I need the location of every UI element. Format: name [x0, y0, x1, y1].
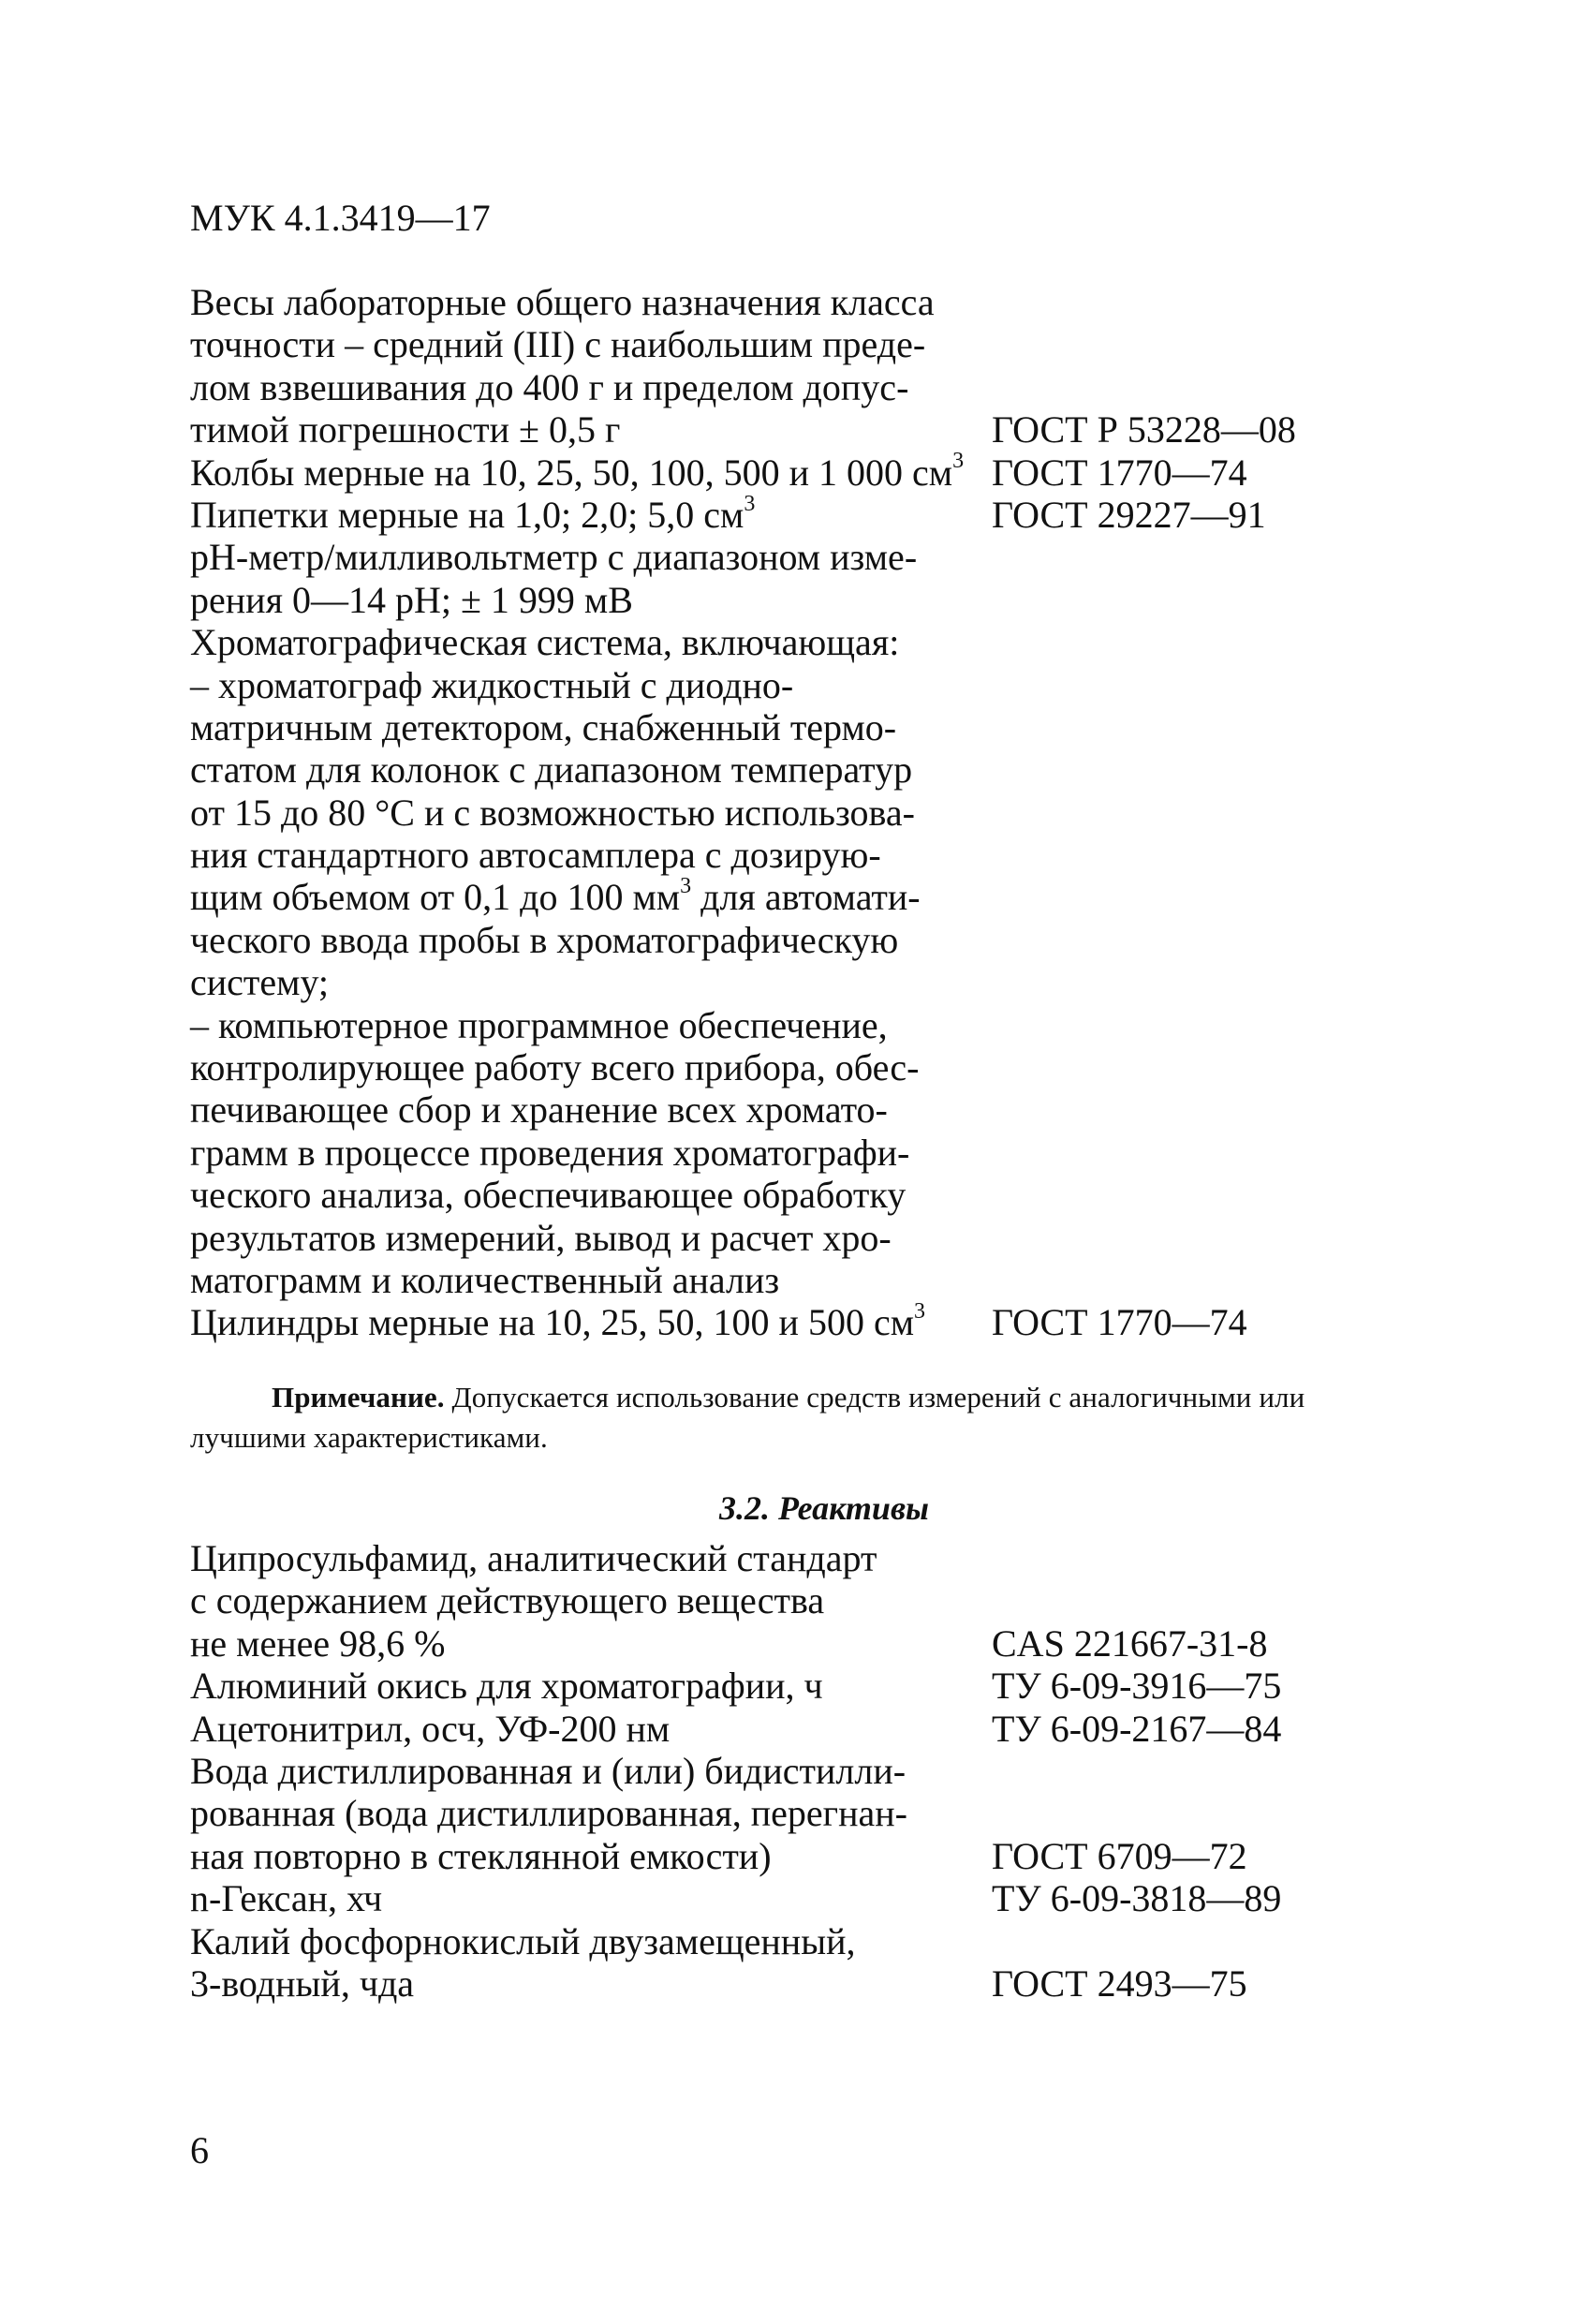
equipment-row-text [190, 408, 620, 451]
reagent-row-text [190, 1579, 824, 1621]
equipment-row-text [190, 1301, 925, 1343]
reagent-row-label: рованная (вода дистиллированная, перегнан- [190, 1792, 907, 1835]
equipment-row-text [190, 919, 898, 961]
equipment-row [190, 621, 1464, 663]
reagent-row [190, 1920, 1464, 1962]
equipment-row [190, 1004, 1464, 1046]
equipment-row-text [190, 579, 633, 621]
reagent-row-text [190, 1750, 906, 1792]
equipment-row-text [190, 281, 935, 323]
equipment-row-text [190, 1259, 779, 1301]
reagent-row-text [190, 1920, 856, 1962]
equipment-row-label: Цилиндры мерные на 10, 25, 50, 100 и 500 см [190, 1301, 915, 1344]
reagent-row-standard-ref: CAS 221667-31-8 [992, 1621, 1268, 1665]
equipment-row-label: рН-метр/милливольтметр с диапазоном изме- [190, 536, 918, 579]
reagent-row-label: Алюминий окись для хроматографии, ч [190, 1665, 823, 1708]
section-title-reagents: 3.2. Реактивы [718, 1489, 930, 1527]
equipment-row-text [190, 1004, 888, 1046]
equipment-row-label: Хроматографическая система, включающая: [190, 621, 900, 664]
equipment-row [190, 281, 1464, 323]
reagent-row [190, 1622, 1464, 1665]
equipment-row [190, 1046, 1464, 1088]
equipment-row-label: Пипетки мерные на 1,0; 2,0; 5,0 см [190, 493, 744, 536]
page-number: 6 [190, 2129, 209, 2171]
equipment-row [190, 1132, 1464, 1174]
reagent-row-text [190, 1962, 414, 2005]
reagent-row [190, 1792, 1464, 1834]
reagent-row-label: не менее 98,6 % [190, 1621, 446, 1665]
equipment-row [190, 1217, 1464, 1259]
equipment-row [190, 876, 1464, 918]
equipment-row-text [190, 491, 756, 536]
reagent-row-standard-ref: ТУ 6-09-3916—75 [992, 1665, 1282, 1708]
equipment-row-label: – хроматограф жидкостный с диодно- [190, 663, 794, 706]
equipment-row [190, 1259, 1464, 1301]
equipment-row [190, 536, 1464, 578]
equipment-row [190, 579, 1464, 621]
reagent-row-label: Ципросульфамид, аналитический стандарт [190, 1537, 877, 1579]
equipment-list [190, 281, 1464, 1344]
reagent-row [190, 1579, 1464, 1621]
reagent-row-text [190, 1622, 445, 1665]
document-code-header: МУК 4.1.3419—17 [190, 197, 491, 239]
reagent-row-label: Ацетонитрил, осч, УФ-200 нм [190, 1707, 671, 1750]
reagent-row [190, 1665, 1464, 1707]
reagent-row-label: n-Гексан, хч [190, 1877, 383, 1920]
equipment-row-text [190, 834, 881, 876]
equipment-row-standard-ref: ГОСТ 1770—74 [992, 451, 1247, 494]
equipment-row-text [190, 748, 912, 791]
equipment-row [190, 792, 1464, 834]
reagent-row-standard-ref: ГОСТ 6709—72 [992, 1834, 1247, 1877]
equipment-row-text [190, 451, 964, 494]
equipment-row-text [190, 366, 908, 408]
superscript: 3 [744, 491, 756, 516]
equipment-row-label: точности – средний (III) с наибольшим преде- [190, 323, 926, 366]
equipment-row-label: матограмм и количественный анализ [190, 1258, 780, 1301]
reagent-row [190, 1750, 1464, 1792]
reagents-list [190, 1537, 1464, 2005]
equipment-row-standard-ref: ГОСТ 29227—91 [992, 493, 1266, 536]
equipment-row-text [190, 1217, 892, 1259]
reagent-row-label: Калий фосфорнокислый двузамещенный, [190, 1919, 856, 1962]
equipment-row-label: ческого ввода пробы в хроматографическую [190, 918, 899, 961]
reagent-row [190, 1962, 1464, 2005]
equipment-row-label: Весы лабораторные общего назначения класса [190, 281, 935, 323]
equipment-row-label: ческого анализа, обеспечивающее обработку [190, 1174, 907, 1217]
equipment-row-label: – компьютерное программное обеспечение, [190, 1003, 888, 1046]
reagent-row-text [190, 1877, 382, 1919]
equipment-row-label: контролирующее работу всего прибора, обес- [190, 1046, 920, 1089]
equipment-row-label: рения 0—14 рН; ± 1 999 мВ [190, 578, 633, 621]
note-text: Допускается использование средств измерений с аналогичными или лучшими характеристиками. [190, 1381, 1305, 1454]
reagent-row-text [190, 1708, 670, 1750]
equipment-row-text [190, 323, 925, 365]
equipment-row [190, 664, 1464, 706]
equipment-row-label: щим объемом от 0,1 до 100 мм [190, 876, 681, 919]
reagent-row-label: ная повторно в стеклянной емкости) [190, 1834, 772, 1877]
equipment-row [190, 961, 1464, 1003]
equipment-row-label: печивающее сбор и хранение всех хромато- [190, 1088, 888, 1132]
equipment-row-label: лом взвешивания до 400 г и пределом допус- [190, 365, 909, 408]
reagent-row-text [190, 1835, 772, 1877]
reagent-row-label: 3-водный, чда [190, 1961, 415, 2005]
equipment-row-text [190, 1088, 888, 1131]
superscript: 3 [914, 1299, 926, 1325]
equipment-row-label: тимой погрешности ± 0,5 г [190, 408, 621, 451]
reagent-row [190, 1877, 1464, 1919]
equipment-row-label: Колбы мерные на 10, 25, 50, 100, 500 и 1 000 см [190, 451, 953, 494]
equipment-row-text [190, 1046, 919, 1088]
equipment-row [190, 451, 1464, 494]
superscript: 3 [680, 874, 692, 899]
equipment-row [190, 706, 1464, 748]
equipment-row-text [190, 961, 329, 1003]
reagent-row [190, 1708, 1464, 1750]
note-label: Примечание. [272, 1381, 445, 1414]
equipment-row-text [190, 536, 917, 578]
equipment-row [190, 1088, 1464, 1131]
equipment-row-label: матричным детектором, снабженный термо- [190, 705, 897, 748]
equipment-row [190, 366, 1464, 408]
reagent-row-standard-ref: ТУ 6-09-3818—89 [992, 1877, 1282, 1920]
equipment-row [190, 919, 1464, 961]
equipment-row-text [190, 876, 921, 918]
reagent-row [190, 1537, 1464, 1579]
reagent-row-text [190, 1537, 877, 1579]
equipment-row-label-continued: для автомати- [691, 876, 921, 919]
equipment-row-label: систему; [190, 961, 330, 1004]
equipment-row [190, 1174, 1464, 1216]
equipment-row-label: грамм в процессе проведения хроматографи- [190, 1131, 910, 1174]
equipment-row-label: ния стандартного автосамплера с дозирую- [190, 834, 881, 877]
reagent-row-standard-ref: ТУ 6-09-2167—84 [992, 1707, 1282, 1750]
reagent-row-text [190, 1665, 823, 1707]
equipment-row-standard-ref: ГОСТ Р 53228—08 [992, 408, 1296, 451]
equipment-row-label: результатов измерений, вывод и расчет хро- [190, 1216, 892, 1259]
equipment-row-text [190, 706, 896, 748]
reagent-row-text [190, 1792, 907, 1834]
equipment-row [190, 323, 1464, 365]
superscript: 3 [952, 449, 965, 474]
equipment-row-text [190, 1174, 906, 1216]
equipment-row-text [190, 1132, 909, 1174]
reagent-row [190, 1835, 1464, 1877]
equipment-row-standard-ref: ГОСТ 1770—74 [992, 1301, 1247, 1344]
equipment-row [190, 491, 1464, 536]
equipment-row [190, 408, 1464, 451]
equipment-row-text [190, 792, 915, 834]
equipment-row-text [190, 664, 793, 706]
equipment-row-text [190, 621, 899, 663]
equipment-row [190, 748, 1464, 791]
reagent-row-label: с содержанием действующего вещества [190, 1579, 825, 1622]
equipment-row [190, 834, 1464, 876]
reagent-row-standard-ref: ГОСТ 2493—75 [992, 1961, 1247, 2005]
note-paragraph [190, 1377, 1398, 1458]
equipment-row-label: от 15 до 80 °С и с возможностью использова- [190, 791, 915, 834]
equipment-row-label: статом для колонок с диапазоном температур [190, 748, 913, 792]
reagent-row-label: Вода дистиллированная и (или) бидистилли- [190, 1749, 907, 1792]
equipment-row [190, 1301, 1464, 1343]
